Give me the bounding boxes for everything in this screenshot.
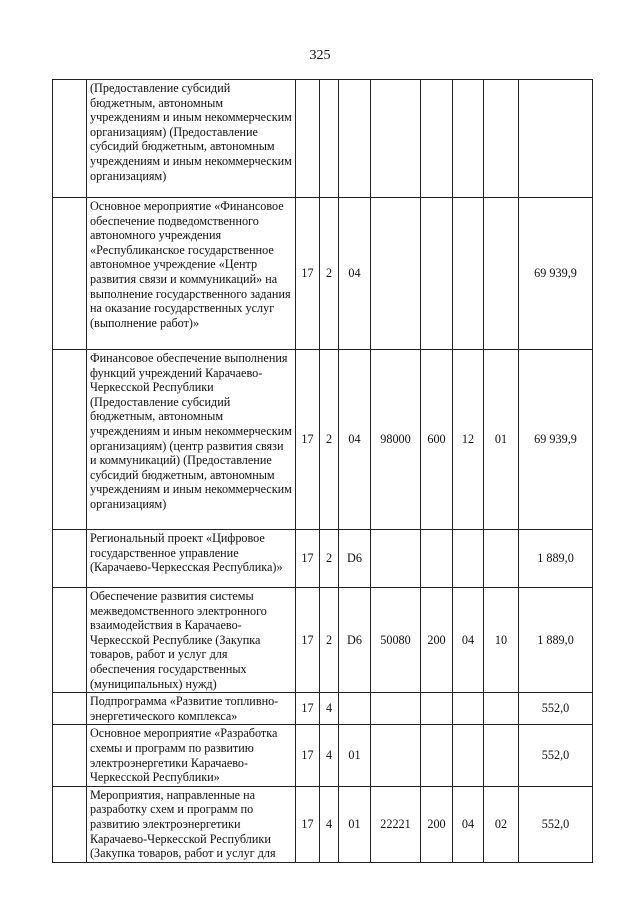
item-name-cell: Региональный проект «Цифровое государственное управление (Карачаево-Черкесская Республика)» bbox=[87, 530, 296, 588]
table-row bbox=[53, 588, 593, 693]
row-number-cell bbox=[53, 198, 87, 350]
code-rz-cell bbox=[453, 725, 484, 786]
code-pr-cell bbox=[484, 693, 519, 725]
item-name-cell: Мероприятия, направленные на разработку схем и программ по развитию электроэнергетики Карачаево-Черкесской Республики (Закупка товаров, работ и услуг для bbox=[87, 786, 296, 862]
code-pr-cell bbox=[484, 725, 519, 786]
code-direction-cell bbox=[371, 530, 421, 588]
amount-cell: 1 889,0 bbox=[519, 588, 593, 693]
code-vr-cell: 600 bbox=[421, 350, 453, 530]
code-om-cell bbox=[339, 80, 371, 198]
row-number-cell bbox=[53, 725, 87, 786]
code-gp-cell: 17 bbox=[296, 198, 320, 350]
code-pp-cell: 4 bbox=[320, 786, 339, 862]
code-om-cell: 04 bbox=[339, 350, 371, 530]
code-direction-cell: 22221 bbox=[371, 786, 421, 862]
table-row bbox=[53, 530, 593, 588]
amount-cell: 69 939,9 bbox=[519, 198, 593, 350]
code-gp-cell: 17 bbox=[296, 693, 320, 725]
code-rz-cell: 12 bbox=[453, 350, 484, 530]
item-name-cell: Обеспечение развития системы межведомственного электронного взаимодействия в Карачаево-Черкесской Республике (Закупка товаров, работ и услуг для обеспечения государственных (муниципальных) нужд) bbox=[87, 588, 296, 693]
code-vr-cell bbox=[421, 80, 453, 198]
code-gp-cell: 17 bbox=[296, 350, 320, 530]
code-om-cell: D6 bbox=[339, 588, 371, 693]
amount-cell: 1 889,0 bbox=[519, 530, 593, 588]
code-rz-cell bbox=[453, 80, 484, 198]
row-number-cell bbox=[53, 80, 87, 198]
code-direction-cell: 98000 bbox=[371, 350, 421, 530]
amount-cell: 69 939,9 bbox=[519, 350, 593, 530]
code-direction-cell bbox=[371, 198, 421, 350]
code-vr-cell: 200 bbox=[421, 588, 453, 693]
row-number-cell bbox=[53, 693, 87, 725]
code-pp-cell: 2 bbox=[320, 530, 339, 588]
code-om-cell: 01 bbox=[339, 725, 371, 786]
table-row bbox=[53, 786, 593, 862]
item-name-cell: (Предоставление субсидий бюджетным, автономным учреждениям и иным некоммерческим организациям) (Предоставление субсидий бюджетным, автономным учреждениям и иным некоммерческим организациям) bbox=[87, 80, 296, 198]
table-row bbox=[53, 80, 593, 198]
code-pp-cell: 2 bbox=[320, 198, 339, 350]
code-pp-cell: 2 bbox=[320, 350, 339, 530]
row-number-cell bbox=[53, 786, 87, 862]
code-vr-cell bbox=[421, 725, 453, 786]
code-pr-cell: 10 bbox=[484, 588, 519, 693]
code-gp-cell: 17 bbox=[296, 725, 320, 786]
code-gp-cell bbox=[296, 80, 320, 198]
code-gp-cell: 17 bbox=[296, 588, 320, 693]
code-vr-cell bbox=[421, 530, 453, 588]
code-rz-cell bbox=[453, 693, 484, 725]
table-row bbox=[53, 693, 593, 725]
code-gp-cell: 17 bbox=[296, 786, 320, 862]
code-pp-cell bbox=[320, 80, 339, 198]
item-name-cell: Основное мероприятие «Разработка схемы и программ по развитию электроэнергетики Карачаево-Черкесской Республики» bbox=[87, 725, 296, 786]
amount-cell: 552,0 bbox=[519, 725, 593, 786]
code-om-cell: 01 bbox=[339, 786, 371, 862]
code-pr-cell bbox=[484, 530, 519, 588]
amount-cell: 552,0 bbox=[519, 693, 593, 725]
code-direction-cell: 50080 bbox=[371, 588, 421, 693]
amount-cell: 552,0 bbox=[519, 786, 593, 862]
code-direction-cell bbox=[371, 80, 421, 198]
code-pr-cell bbox=[484, 80, 519, 198]
item-name-cell: Финансовое обеспечение выполнения функций учреждений Карачаево-Черкесской Республики (Предоставление субсидий бюджетным, автономным учреждениям и иным некоммерческим организациям) (центр развития связи и коммуникаций) (Предоставление субсидий бюджетным, автономным учреждениям и иным некоммерческим организациям) bbox=[87, 350, 296, 530]
code-pr-cell: 02 bbox=[484, 786, 519, 862]
table-row bbox=[53, 725, 593, 786]
code-gp-cell: 17 bbox=[296, 530, 320, 588]
amount-cell bbox=[519, 80, 593, 198]
code-rz-cell bbox=[453, 530, 484, 588]
row-number-cell bbox=[53, 530, 87, 588]
table-row bbox=[53, 198, 593, 350]
row-number-cell bbox=[53, 350, 87, 530]
code-om-cell bbox=[339, 693, 371, 725]
code-pp-cell: 2 bbox=[320, 588, 339, 693]
code-vr-cell bbox=[421, 693, 453, 725]
code-pp-cell: 4 bbox=[320, 725, 339, 786]
code-pr-cell bbox=[484, 198, 519, 350]
code-rz-cell: 04 bbox=[453, 786, 484, 862]
item-name-cell: Основное мероприятие «Финансовое обеспечение подведомственного автономного учреждения «Республиканское государственное автономное учреждение «Центр развития связи и коммуникаций» на выполнение государственного задания на оказание государственных услуг (выполнение работ)» bbox=[87, 198, 296, 350]
item-name-cell: Подпрограмма «Развитие топливно-энергетического комплекса» bbox=[87, 693, 296, 725]
row-number-cell bbox=[53, 588, 87, 693]
page-number: 325 bbox=[309, 48, 331, 63]
table-row bbox=[53, 350, 593, 530]
code-om-cell: D6 bbox=[339, 530, 371, 588]
code-rz-cell bbox=[453, 198, 484, 350]
code-direction-cell bbox=[371, 725, 421, 786]
code-rz-cell: 04 bbox=[453, 588, 484, 693]
code-direction-cell bbox=[371, 693, 421, 725]
code-vr-cell bbox=[421, 198, 453, 350]
code-pp-cell: 4 bbox=[320, 693, 339, 725]
code-om-cell: 04 bbox=[339, 198, 371, 350]
code-pr-cell: 01 bbox=[484, 350, 519, 530]
budget-table bbox=[52, 79, 593, 863]
code-vr-cell: 200 bbox=[421, 786, 453, 862]
